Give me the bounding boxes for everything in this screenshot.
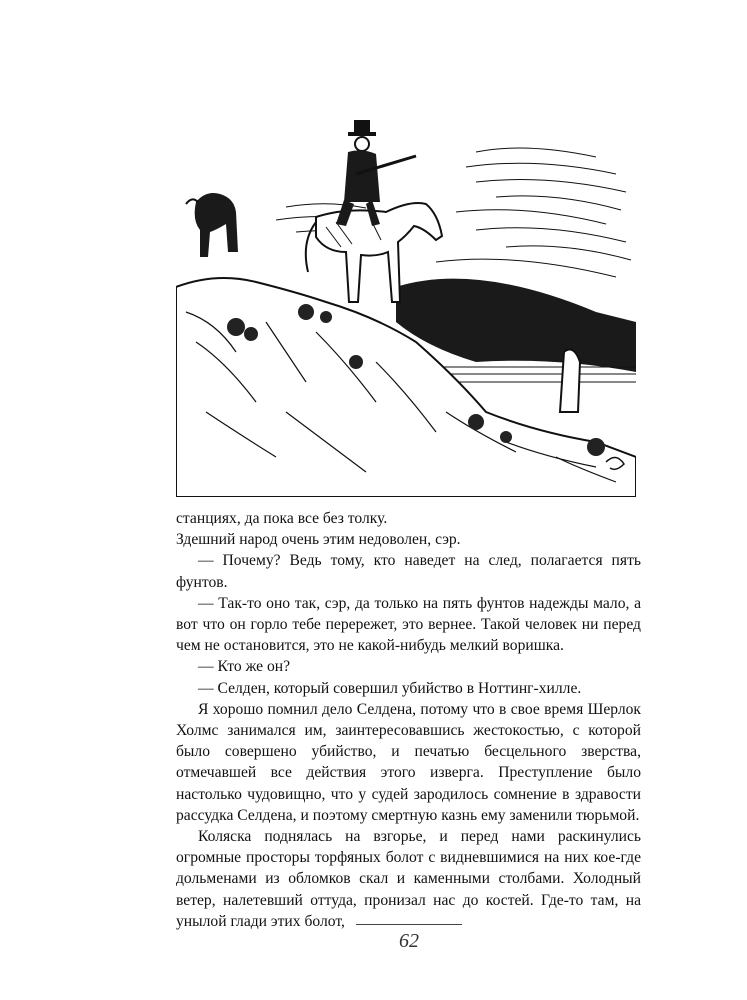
standing-stone (560, 350, 580, 412)
paragraph-5: — Кто же он? (198, 658, 291, 676)
paragraph-7: Я хорошо помнил дело Селдена, потому что в свое время Шерлок Холмс занимался им, заинтересовавшись жестокостью, с которой было совершено убийство, и печатью бесцельного зверства, отмечавшей все действия этого изверга. Преступление было настолько чудовищно, что у судей зародилось сомнение в здравости рассудка Селдена, и поэтому смертную казнь ему заменили тюрьмой. (176, 700, 641, 824)
dog-figure (186, 193, 238, 257)
paragraph-2: Здешний народ очень этим недоволен, сэр. (176, 531, 461, 549)
paragraph-3: — Почему? Ведь тому, кто наведет на след, полагается пять фунтов. (176, 552, 641, 591)
body-text (176, 508, 641, 932)
paragraph-8: Коляска поднялась на взгорье, и перед нами раскинулись огромные просторы торфяных болот с видневшимися на них кое-где дольменами из обломков скал и каменными столбами. Холодный ветер, налетевший оттуда, пронизал нас до костей. Где-то там, на унылой глади этих болот, (176, 828, 641, 930)
paragraph-1: станциях, да пока все без толку. (176, 510, 388, 527)
paragraph-4: — Так-то оно так, сэр, да только на пять фунтов надежды мало, а вот что он горло тебе перережет, это вернее. Такой человек ни перед чем не остановится, это не какой-нибудь мелкий воришка. (176, 594, 641, 655)
footer-divider (356, 924, 462, 925)
page-number: 62 (399, 930, 419, 952)
engraving-illustration (176, 112, 636, 497)
paragraph-6: — Селден, который совершил убийство в Ноттинг-хилле. (198, 679, 582, 697)
